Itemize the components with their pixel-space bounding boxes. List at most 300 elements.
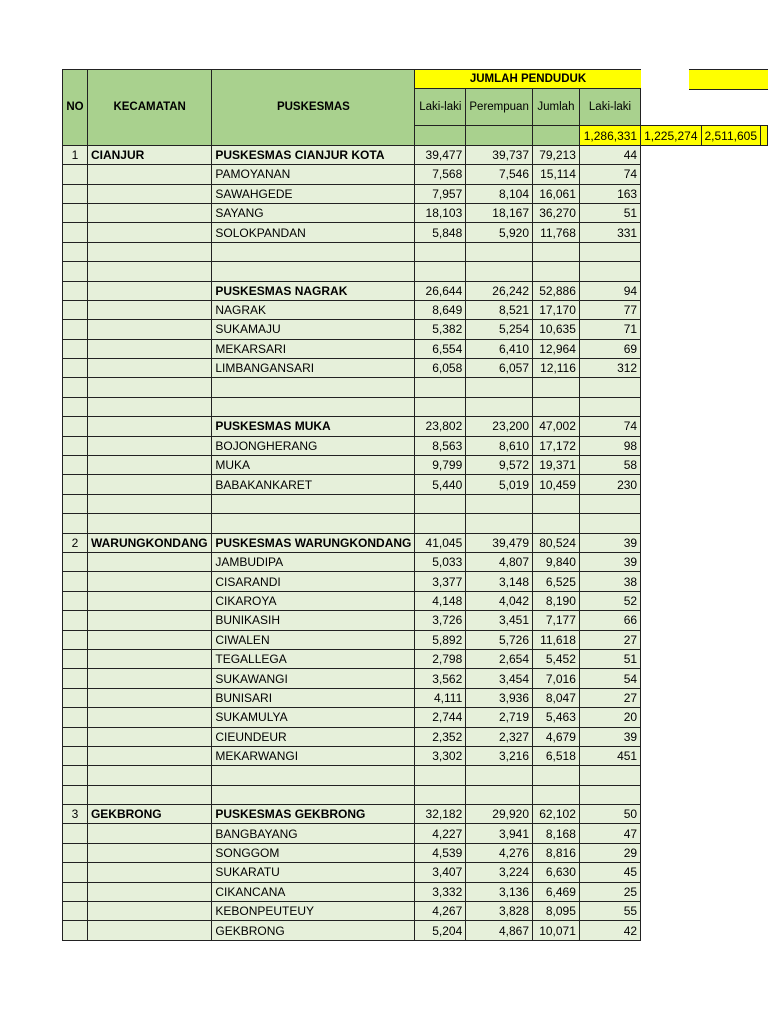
cell-l: 18,103 [415,203,466,222]
cell-pusk: MEKARWANGI [212,746,415,765]
cell-kec [87,611,211,630]
table-row [63,533,768,552]
cell-p: 3,454 [466,669,533,688]
cell-j: 12,964 [533,339,580,358]
cell-p: 39,737 [466,145,533,164]
cell-kec [87,902,211,921]
cell-pusk: PUSKESMAS CIANJUR KOTA [212,145,415,164]
cell-x: 94 [579,281,640,300]
cell-j: 11,768 [533,223,580,242]
table-row [63,591,768,610]
cell-kec [87,572,211,591]
cell-p: 18,167 [466,203,533,222]
cell-no [63,630,88,649]
cell-x: 44 [579,145,640,164]
cell-p [466,494,533,513]
table-row [63,456,768,475]
cell-p: 8,104 [466,184,533,203]
cell-l: 32,182 [415,805,466,824]
cell-j: 80,524 [533,533,580,552]
table-row [63,300,768,319]
table-row [63,746,768,765]
cell-j: 8,168 [533,824,580,843]
table-row [63,552,768,571]
cell-pusk: PAMOYANAN [212,165,415,184]
cell-kec [87,843,211,862]
cell-pusk: TEGALLEGA [212,649,415,668]
cell-x [579,514,640,533]
cell-l: 2,744 [415,708,466,727]
cell-kec [87,242,211,261]
cell-no [63,494,88,513]
cell-l: 8,649 [415,300,466,319]
table-row [63,882,768,901]
cell-no [63,242,88,261]
cell-kec [87,397,211,416]
cell-j: 62,102 [533,805,580,824]
cell-x: 54 [579,669,640,688]
cell-p: 8,610 [466,436,533,455]
total-laki-2 [761,126,768,145]
table-row [63,475,768,494]
total-laki: 1,286,331 [579,126,640,145]
cell-no [63,863,88,882]
cell-p: 4,042 [466,591,533,610]
cell-j: 10,459 [533,475,580,494]
cell-j: 9,840 [533,552,580,571]
cell-l [415,785,466,804]
table-row [63,184,768,203]
cell-l: 5,440 [415,475,466,494]
table-row [63,203,768,222]
cell-j: 5,463 [533,708,580,727]
table-row [63,494,768,513]
cell-j: 47,002 [533,417,580,436]
cell-x: 45 [579,863,640,882]
cell-l: 5,848 [415,223,466,242]
cell-j: 11,618 [533,630,580,649]
cell-p [466,514,533,533]
cell-pusk: MUKA [212,456,415,475]
table-row [63,708,768,727]
cell-no [63,436,88,455]
cell-no [63,611,88,630]
cell-kec: GEKBRONG [87,805,211,824]
cell-kec [87,436,211,455]
table-row [63,843,768,862]
cell-no [63,165,88,184]
cell-no [63,184,88,203]
cell-no [63,300,88,319]
cell-pusk [212,397,415,416]
cell-kec [87,203,211,222]
cell-j: 6,630 [533,863,580,882]
cell-pusk: CIKANCANA [212,882,415,901]
cell-l: 3,377 [415,572,466,591]
cell-no [63,591,88,610]
cell-j [533,785,580,804]
cell-x: 51 [579,649,640,668]
cell-j: 10,071 [533,921,580,940]
cell-j: 4,679 [533,727,580,746]
table-row [63,824,768,843]
table-row [63,262,768,281]
cell-kec [87,649,211,668]
cell-j: 8,816 [533,843,580,862]
cell-kec [87,456,211,475]
cell-l: 2,798 [415,649,466,668]
cell-x [579,494,640,513]
cell-x: 55 [579,902,640,921]
cell-no [63,824,88,843]
cell-j: 15,114 [533,165,580,184]
cell-pusk: BOJONGHERANG [212,436,415,455]
cell-x: 25 [579,882,640,901]
cell-no [63,746,88,765]
cell-no [63,359,88,378]
cell-p: 26,242 [466,281,533,300]
cell-kec [87,475,211,494]
cell-x: 71 [579,320,640,339]
cell-l [415,378,466,397]
totals-pusk-cell [533,126,580,145]
cell-p [466,262,533,281]
cell-kec [87,417,211,436]
cell-p: 23,200 [466,417,533,436]
cell-l: 39,477 [415,145,466,164]
cell-p: 4,807 [466,552,533,571]
cell-pusk: SAWAHGEDE [212,184,415,203]
cell-j [533,766,580,785]
cell-x: 39 [579,533,640,552]
table-row [63,902,768,921]
cell-x: 39 [579,727,640,746]
header-laki-laki: Laki-laki [415,89,466,126]
cell-pusk: PUSKESMAS GEKBRONG [212,805,415,824]
header-laki-laki-2: Laki-laki [579,89,640,126]
cell-pusk: PUSKESMAS WARUNGKONDANG [212,533,415,552]
cell-p: 6,057 [466,359,533,378]
cell-no [63,320,88,339]
cell-pusk [212,494,415,513]
cell-pusk: MEKARSARI [212,339,415,358]
cell-j: 16,061 [533,184,580,203]
cell-j: 7,177 [533,611,580,630]
cell-kec [87,882,211,901]
cell-x: 74 [579,417,640,436]
cell-j: 19,371 [533,456,580,475]
cell-l: 3,726 [415,611,466,630]
cell-x: 51 [579,203,640,222]
table-row [63,339,768,358]
table-row [63,805,768,824]
cell-j [533,242,580,261]
header-perempuan: Perempuan [466,89,533,126]
total-jumlah: 2,511,605 [701,126,761,145]
cell-no [63,649,88,668]
cell-no: 1 [63,145,88,164]
cell-x: 42 [579,921,640,940]
cell-j [533,397,580,416]
cell-pusk: PUSKESMAS MUKA [212,417,415,436]
cell-x [579,397,640,416]
cell-l: 8,563 [415,436,466,455]
cell-j: 6,525 [533,572,580,591]
cell-l [415,397,466,416]
cell-x: 58 [579,456,640,475]
cell-j: 6,469 [533,882,580,901]
table-row [63,766,768,785]
cell-kec [87,746,211,765]
cell-j: 36,270 [533,203,580,222]
totals-no-cell [415,126,466,145]
cell-pusk [212,766,415,785]
cell-l: 3,562 [415,669,466,688]
cell-x: 77 [579,300,640,319]
cell-p [466,785,533,804]
cell-p: 5,254 [466,320,533,339]
header-jumlah-penduduk: JUMLAH PENDUDUK [415,70,641,89]
cell-pusk: SOLOKPANDAN [212,223,415,242]
cell-pusk: CIKAROYA [212,591,415,610]
cell-j: 6,518 [533,746,580,765]
cell-l: 26,644 [415,281,466,300]
cell-p: 3,148 [466,572,533,591]
cell-kec [87,630,211,649]
cell-p [466,242,533,261]
cell-pusk: SAYANG [212,203,415,222]
cell-l: 5,892 [415,630,466,649]
cell-kec [87,785,211,804]
cell-pusk: GEKBRONG [212,921,415,940]
cell-kec [87,766,211,785]
table-row [63,611,768,630]
table-row [63,727,768,746]
cell-kec [87,339,211,358]
table-row [63,223,768,242]
cell-pusk: SONGGOM [212,843,415,862]
cell-l [415,262,466,281]
cell-p: 6,410 [466,339,533,358]
cell-p [466,378,533,397]
cell-no [63,688,88,707]
cell-x: 38 [579,572,640,591]
cell-no [63,456,88,475]
cell-p: 3,828 [466,902,533,921]
cell-no [63,262,88,281]
cell-no [63,669,88,688]
cell-kec [87,262,211,281]
cell-p: 9,572 [466,456,533,475]
cell-kec [87,669,211,688]
cell-j [533,514,580,533]
cell-kec: WARUNGKONDANG [87,533,211,552]
cell-no [63,203,88,222]
cell-pusk: SUKAMULYA [212,708,415,727]
cell-l: 23,802 [415,417,466,436]
cell-x [579,378,640,397]
cell-x: 47 [579,824,640,843]
cell-x [579,785,640,804]
header-puskesmas: PUSKESMAS [212,70,415,146]
table-row [63,417,768,436]
cell-pusk: LIMBANGANSARI [212,359,415,378]
cell-kec [87,552,211,571]
cell-x [579,262,640,281]
cell-p: 4,276 [466,843,533,862]
cell-l: 7,568 [415,165,466,184]
cell-l [415,494,466,513]
cell-no [63,727,88,746]
header-kecamatan: KECAMATAN [87,70,211,146]
cell-no: 3 [63,805,88,824]
cell-j: 12,116 [533,359,580,378]
header-no: NO [63,70,88,146]
cell-x: 312 [579,359,640,378]
cell-pusk: BUNIKASIH [212,611,415,630]
cell-x: 451 [579,746,640,765]
cell-l: 4,539 [415,843,466,862]
cell-j: 8,047 [533,688,580,707]
cell-pusk: BUNISARI [212,688,415,707]
table-row [63,514,768,533]
cell-no [63,514,88,533]
cell-l: 5,204 [415,921,466,940]
cell-x: 50 [579,805,640,824]
cell-pusk: CIEUNDEUR [212,727,415,746]
cell-pusk: SUKARATU [212,863,415,882]
cell-kec [87,223,211,242]
cell-p: 39,479 [466,533,533,552]
cell-j: 8,095 [533,902,580,921]
cell-p: 3,936 [466,688,533,707]
cell-p [466,397,533,416]
cell-no [63,378,88,397]
table-row [63,572,768,591]
cell-x: 20 [579,708,640,727]
table-row [63,630,768,649]
cell-no [63,785,88,804]
cell-j: 17,172 [533,436,580,455]
cell-kec [87,708,211,727]
cell-j: 7,016 [533,669,580,688]
cell-j [533,378,580,397]
cell-kec [87,378,211,397]
cell-p: 4,867 [466,921,533,940]
cell-x: 98 [579,436,640,455]
cell-l: 4,148 [415,591,466,610]
cell-kec [87,494,211,513]
header-jumlah: Jumlah [533,89,580,126]
cell-no [63,708,88,727]
cell-l: 3,407 [415,863,466,882]
table-row [63,669,768,688]
cell-x: 66 [579,611,640,630]
cell-no [63,843,88,862]
cell-p: 29,920 [466,805,533,824]
cell-kec [87,591,211,610]
cell-l: 4,267 [415,902,466,921]
cell-j [533,262,580,281]
cell-p [466,766,533,785]
cell-no [63,397,88,416]
cell-pusk [212,785,415,804]
cell-j: 17,170 [533,300,580,319]
cell-j: 10,635 [533,320,580,339]
cell-x: 69 [579,339,640,358]
cell-l: 6,554 [415,339,466,358]
population-table [62,69,768,941]
cell-no [63,552,88,571]
cell-x: 163 [579,184,640,203]
cell-x: 52 [579,591,640,610]
table-row [63,145,768,164]
cell-pusk: JAMBUDIPA [212,552,415,571]
cell-kec [87,824,211,843]
cell-j: 8,190 [533,591,580,610]
cell-p: 3,451 [466,611,533,630]
table-row [63,165,768,184]
cell-l: 6,058 [415,359,466,378]
cell-l: 41,045 [415,533,466,552]
cell-no [63,902,88,921]
cell-kec [87,281,211,300]
cell-l: 2,352 [415,727,466,746]
cell-pusk: BABAKANKARET [212,475,415,494]
cell-no [63,281,88,300]
cell-no: 2 [63,533,88,552]
cell-kec [87,320,211,339]
cell-kec [87,921,211,940]
cell-x: 27 [579,688,640,707]
cell-no [63,921,88,940]
cell-pusk: CISARANDI [212,572,415,591]
cell-x: 230 [579,475,640,494]
cell-p: 7,546 [466,165,533,184]
cell-l [415,242,466,261]
cell-l: 9,799 [415,456,466,475]
table-row [63,785,768,804]
cell-pusk [212,378,415,397]
cell-kec [87,300,211,319]
cell-p: 2,719 [466,708,533,727]
cell-pusk: BANGBAYANG [212,824,415,843]
cell-x: 74 [579,165,640,184]
totals-kec-cell [466,126,533,145]
cell-pusk: KEBONPEUTEUY [212,902,415,921]
cell-kec [87,727,211,746]
cell-no [63,766,88,785]
cell-l: 3,302 [415,746,466,765]
cell-l: 4,111 [415,688,466,707]
cell-x: 39 [579,552,640,571]
cell-p: 3,216 [466,746,533,765]
cell-kec [87,688,211,707]
cell-p: 2,654 [466,649,533,668]
cell-x: 29 [579,843,640,862]
cell-no [63,223,88,242]
cell-no [63,572,88,591]
cell-pusk: CIWALEN [212,630,415,649]
cell-no [63,339,88,358]
cell-pusk: SUKAMAJU [212,320,415,339]
table-row [63,359,768,378]
table-row [63,921,768,940]
cell-l: 3,332 [415,882,466,901]
cell-no [63,417,88,436]
cell-no [63,882,88,901]
table-row [63,378,768,397]
